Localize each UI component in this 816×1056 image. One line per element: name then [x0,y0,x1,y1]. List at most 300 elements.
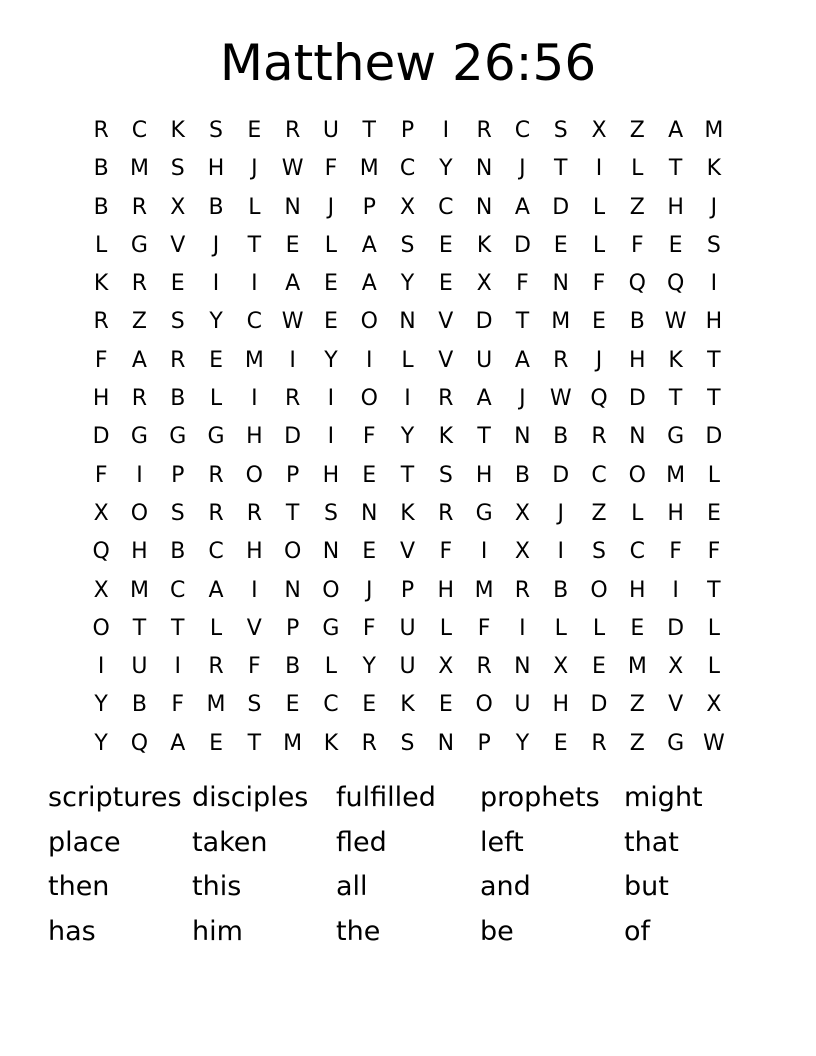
grid-letter: H [629,577,646,603]
page-title: Matthew 26:56 [219,34,597,92]
word-list-item: that [624,826,679,858]
grid-letter: S [170,500,185,526]
grid-letter: F [248,654,261,680]
grid-letter: I [557,539,564,565]
grid-letter: O [322,577,340,603]
grid-letter: E [323,271,338,297]
grid-letter: X [591,118,607,143]
grid-letter: L [324,232,338,258]
grid-letter: T [668,386,683,412]
grid-letter: L [209,615,223,641]
grid-letter: E [553,232,568,258]
grid-letter: R [514,577,531,603]
grid-letter: D [513,232,531,258]
grid-letter: W [281,309,304,335]
grid-letter: E [209,730,223,756]
grid-letter: V [246,615,262,641]
grid-letter: Z [629,692,645,718]
grid-letter: N [475,194,493,220]
word-list-item: taken [192,826,268,858]
grid-letter: H [667,500,684,526]
grid-letter: T [707,347,721,373]
grid-letter: E [668,232,683,258]
grid-letter: D [552,462,570,488]
grid-letter: B [93,194,109,220]
grid-letter: R [284,386,301,412]
grid-letter: L [209,386,223,412]
grid-letter: B [514,462,530,488]
grid-letter: X [706,692,722,718]
grid-letter: K [170,118,185,143]
grid-letter: M [129,577,149,603]
word-list-item: then [48,871,110,902]
grid-letter: L [707,462,721,488]
grid-letter: R [438,386,454,412]
grid-letter: V [438,347,454,373]
grid-letter: Z [629,194,645,220]
grid-letter: A [361,232,377,258]
grid-letter: U [322,118,339,143]
grid-letter: A [131,347,147,373]
grid-letter: R [476,118,492,143]
grid-letter: G [130,424,148,450]
grid-letter: I [327,386,335,412]
grid-letter: K [476,232,492,258]
grid-letter: I [365,347,373,373]
grid-letter: C [438,194,454,220]
grid-letter: C [131,118,148,143]
grid-letter: H [246,424,263,450]
grid-letter: Y [209,309,223,335]
grid-letter: F [362,615,376,641]
grid-letter: S [400,730,415,756]
word-list-item: disciples [192,782,309,813]
grid-letter: Q [92,539,110,565]
grid-letter: E [706,500,721,526]
grid-letter: I [595,156,603,182]
grid-letter: C [591,462,607,488]
grid-letter: I [327,424,335,450]
grid-letter: L [95,232,108,258]
grid-letter: F [439,539,453,565]
grid-letter: O [130,500,149,526]
grid-letter: E [438,271,453,297]
grid-letter: R [208,500,224,526]
grid-letter: X [170,194,186,220]
grid-letter: S [170,156,185,182]
grid-letter: K [706,156,722,182]
grid-letter: K [400,500,415,526]
grid-letter: Y [94,692,108,718]
grid-letter: G [322,615,340,641]
grid-letter: E [247,118,262,143]
grid-letter: Q [130,730,149,756]
grid-letter: Q [628,271,646,297]
grid-letter: F [516,271,529,297]
grid-letter: C [323,692,339,718]
grid-letter: H [629,347,646,373]
grid-letter: T [668,156,683,182]
grid-letter: N [552,271,569,297]
grid-letter: N [514,654,531,680]
word-list-item: be [480,915,514,947]
grid-letter: S [438,462,453,488]
grid-letter: X [93,500,109,526]
grid-letter: R [476,654,492,680]
grid-letter: J [365,577,373,603]
grid-letter: K [323,730,339,756]
grid-letter: G [169,424,187,450]
grid-letter: S [323,500,338,526]
grid-letter: S [592,539,606,565]
grid-letter: O [360,386,378,412]
grid-letter: A [285,271,301,297]
grid-letter: F [630,232,644,258]
grid-letter: B [93,156,109,182]
grid-letter: V [438,309,454,335]
grid-letter: E [285,232,300,258]
grid-letter: X [514,500,530,526]
grid-letter: L [248,194,261,220]
grid-letter: I [404,386,411,412]
grid-letter: B [208,194,224,220]
word-list-item: has [48,915,96,947]
grid-letter: L [592,232,606,258]
grid-letter: A [170,730,186,756]
grid-letter: I [174,654,181,680]
grid-letter: I [136,462,143,488]
grid-letter: H [246,539,263,565]
grid-letter: R [131,386,148,412]
grid-letter: S [553,118,568,143]
grid-letter: E [438,692,453,718]
grid-letter: R [553,347,569,373]
grid-letter: H [552,692,569,718]
grid-letter: E [362,692,377,718]
grid-letter: F [707,539,721,565]
grid-letter: X [514,539,530,565]
grid-letter: L [554,615,567,641]
grid-letter: N [322,539,340,565]
grid-letter: P [285,615,300,641]
grid-letter: C [629,539,645,565]
grid-letter: R [591,730,607,756]
grid-letter: O [283,539,302,565]
grid-letter: H [92,386,110,412]
word-list-item: this [192,871,242,902]
grid-letter: H [705,309,723,335]
word-list-item: of [624,915,651,947]
grid-letter: T [362,118,376,143]
grid-letter: J [710,194,718,220]
grid-letter: E [630,615,645,641]
grid-letter: L [707,654,721,680]
word-list-item: him [192,915,243,947]
grid-letter: U [476,347,493,373]
grid-letter: M [129,156,149,182]
grid-letter: N [399,309,416,335]
grid-letter: P [171,462,185,488]
grid-letter: R [93,309,109,335]
grid-letter: J [212,232,220,258]
grid-letter: I [442,118,450,143]
grid-letter: D [552,194,570,220]
grid-letter: Y [400,424,415,450]
grid-letter: K [93,271,109,297]
grid-letter: H [131,539,148,565]
grid-letter: A [514,194,530,220]
grid-letter: H [322,462,340,488]
grid-letter: L [631,156,644,182]
grid-letter: T [171,615,185,641]
grid-letter: E [592,309,606,335]
grid-letter: E [592,654,606,680]
grid-letter: V [399,539,416,565]
grid-letter: M [206,692,226,718]
grid-letter: R [131,271,148,297]
grid-letter: P [285,462,300,488]
grid-letter: E [209,347,223,373]
grid-letter: Z [629,118,645,143]
grid-letter: S [400,232,415,258]
word-list-item: place [48,826,121,858]
grid-letter: A [476,386,492,412]
grid-letter: R [131,194,148,220]
word-list-item: prophets [480,782,600,813]
grid-letter: E [170,271,185,297]
grid-letter: O [628,462,646,488]
grid-letter: L [592,615,606,641]
grid-letter: W [703,730,725,756]
grid-letter: T [132,615,147,641]
grid-letter: T [247,232,262,258]
grid-letter: T [285,500,300,526]
grid-letter: G [667,730,685,756]
word-list-item: but [624,871,669,902]
grid-letter: S [209,118,224,143]
grid-letter: O [92,615,110,641]
grid-letter: R [208,654,224,680]
grid-letter: T [247,730,262,756]
grid-letter: G [667,424,685,450]
grid-letter: H [207,156,225,182]
grid-letter: Y [515,730,530,756]
grid-letter: X [476,271,492,297]
grid-letter: V [668,692,684,718]
grid-letter: I [519,615,526,641]
word-list-item: all [336,871,368,902]
grid-letter: U [399,615,416,641]
grid-letter: L [631,500,644,526]
grid-letter: B [553,577,569,603]
grid-letter: N [514,424,531,450]
grid-letter: U [399,654,416,680]
grid-letter: C [399,156,416,182]
grid-letter: I [251,271,258,297]
grid-letter: X [93,577,109,603]
word-list-item: might [624,782,703,813]
grid-letter: G [475,500,493,526]
grid-letter: T [553,156,568,182]
grid-letter: E [323,309,338,335]
grid-letter: F [477,615,491,641]
grid-letter: J [519,156,526,182]
word-list-item: left [480,826,524,858]
grid-letter: D [590,692,608,718]
grid-letter: W [664,309,687,335]
grid-letter: O [245,462,263,488]
grid-letter: E [553,730,568,756]
grid-letter: J [251,156,258,182]
grid-letter: X [668,654,684,680]
grid-letter: R [591,424,607,450]
grid-letter: V [170,232,186,258]
grid-letter: W [281,156,304,182]
grid-letter: Z [629,730,645,756]
grid-letter: X [399,194,416,220]
grid-letter: U [514,692,531,718]
grid-letter: I [289,347,296,373]
grid-letter: T [707,386,721,412]
grid-letter: D [475,309,493,335]
grid-letter: T [400,462,415,488]
grid-letter: M [474,577,494,603]
grid-letter: O [360,309,378,335]
letter-grid [82,112,733,763]
grid-letter: O [590,577,608,603]
word-list-item: scriptures [48,782,182,813]
grid-letter: H [667,194,684,220]
grid-letter: B [170,386,186,412]
grid-letter: O [475,692,493,718]
grid-letter: N [437,730,455,756]
grid-letter: L [401,347,414,373]
grid-letter: N [475,156,493,182]
grid-letter: A [208,577,224,603]
grid-letter: I [212,271,220,297]
grid-letter: Y [400,271,415,297]
grid-letter: D [628,386,646,412]
grid-letter: C [514,118,531,143]
grid-letter: J [557,500,564,526]
grid-letter: Q [590,386,608,412]
grid-letter: F [592,271,606,297]
grid-letter: R [93,118,109,143]
grid-letter: B [553,424,569,450]
grid-letter: G [130,232,148,258]
word-list-item: fled [336,826,387,858]
grid-letter: M [283,730,303,756]
grid-letter: E [362,462,377,488]
grid-letter: L [707,615,721,641]
grid-letter: U [131,654,148,680]
grid-letter: I [672,577,679,603]
grid-letter: P [477,730,491,756]
grid-letter: X [438,654,454,680]
grid-letter: Y [94,730,108,756]
grid-letter: T [515,309,530,335]
grid-letter: J [519,386,526,412]
grid-letter: B [629,309,645,335]
grid-letter: G [207,424,225,450]
grid-letter: R [438,500,454,526]
grid-letter: C [208,539,224,565]
grid-letter: F [94,462,108,488]
grid-letter: I [251,577,258,603]
grid-letter: F [669,539,682,565]
grid-letter: C [170,577,186,603]
grid-letter: Z [131,309,147,335]
grid-letter: M [704,118,724,143]
grid-letter: I [97,654,105,680]
word-list [48,776,768,954]
grid-letter: F [94,347,108,373]
grid-letter: B [131,692,147,718]
grid-letter: W [549,386,572,412]
grid-letter: Q [666,271,685,297]
grid-letter: N [360,500,378,526]
grid-letter: A [361,271,377,297]
grid-letter: S [247,692,262,718]
grid-letter: S [706,232,721,258]
grid-letter: B [170,539,186,565]
grid-letter: Y [362,654,376,680]
grid-letter: D [284,424,302,450]
grid-letter: T [707,577,721,603]
word-list-item: fulfilled [336,782,436,813]
grid-letter: D [705,424,723,450]
grid-letter: P [362,194,376,220]
grid-letter: X [553,654,569,680]
grid-letter: D [92,424,110,450]
grid-letter: N [284,194,301,220]
grid-letter: E [362,539,377,565]
grid-letter: I [710,271,718,297]
grid-letter: H [475,462,493,488]
grid-letter: A [668,118,684,143]
grid-letter: R [246,500,262,526]
grid-letter: K [668,347,683,373]
grid-letter: Y [324,347,338,373]
grid-letter: L [324,654,338,680]
grid-letter: K [438,424,454,450]
grid-letter: F [324,156,338,182]
grid-letter: T [477,424,491,450]
grid-letter: M [551,309,571,335]
grid-letter: C [246,309,263,335]
grid-letter: L [592,194,606,220]
grid-letter: M [244,347,264,373]
grid-letter: R [208,462,224,488]
grid-letter: I [480,539,488,565]
grid-letter: M [666,462,686,488]
grid-letter: Y [439,156,453,182]
grid-letter: H [437,577,455,603]
grid-letter: S [170,309,185,335]
grid-letter: R [284,118,301,143]
grid-letter: D [667,615,685,641]
grid-letter: E [285,692,300,718]
grid-letter: J [595,347,603,373]
grid-letter: M [627,654,647,680]
grid-letter: N [284,577,301,603]
grid-letter: P [400,118,415,143]
grid-letter: N [629,424,646,450]
grid-letter: B [285,654,301,680]
grid-letter: L [439,615,452,641]
word-list-item: and [480,871,531,902]
grid-letter: A [514,347,530,373]
